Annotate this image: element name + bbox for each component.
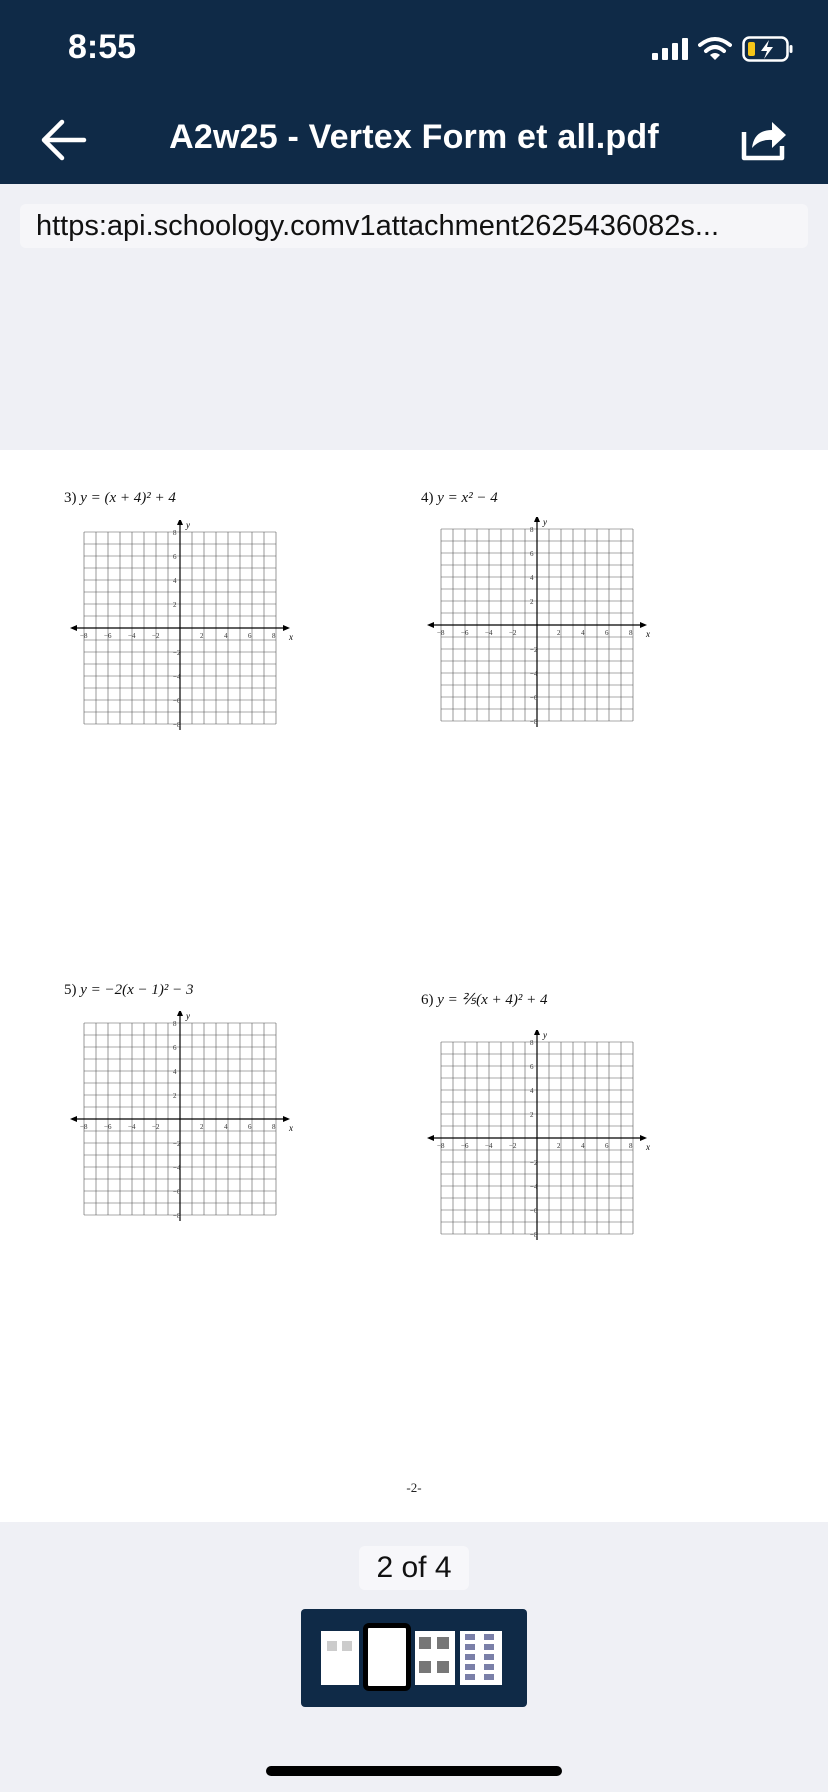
problem-3 [64, 490, 176, 507]
page-thumbnail-3[interactable] [415, 1631, 455, 1685]
x-arrow [427, 1135, 434, 1141]
x-tick-label: −6 [461, 1142, 469, 1150]
coordinate-grid-4 [425, 517, 661, 727]
status-bar [0, 0, 828, 96]
x-tick-label: −2 [152, 632, 160, 640]
y-tick-label: −4 [530, 670, 538, 678]
problem-equation: y = −2(x − 1)² − 3 [80, 982, 194, 998]
y-tick-label: 4 [530, 574, 534, 582]
page-thumbnail-1[interactable] [321, 1631, 359, 1685]
x-axis-label: x [289, 632, 293, 642]
y-tick-label: −2 [530, 1159, 538, 1167]
y-axis-label: y [186, 1011, 190, 1021]
problem-number: 5) [64, 982, 77, 998]
x-arrow [283, 1116, 290, 1122]
x-tick-label: 8 [629, 629, 633, 637]
x-tick-label: −4 [485, 1142, 493, 1150]
x-tick-label: −2 [152, 1123, 160, 1131]
page-thumbnail-2-selected[interactable] [363, 1623, 411, 1691]
x-tick-label: 4 [581, 1142, 585, 1150]
pdf-page[interactable] [0, 450, 828, 1522]
problem-number: 6) [421, 992, 434, 1008]
x-tick-label: 4 [581, 629, 585, 637]
problem-number: 4) [421, 490, 434, 506]
x-tick-label: −6 [104, 1123, 112, 1131]
battery-charging-icon [742, 36, 794, 62]
x-tick-label: 8 [272, 1123, 276, 1131]
y-tick-label: −2 [530, 646, 538, 654]
y-tick-label: 8 [530, 1039, 534, 1047]
y-tick-label: 2 [173, 601, 177, 609]
coordinate-grid-6 [425, 1030, 661, 1240]
problem-equation: y = x² − 4 [437, 490, 498, 506]
x-tick-label: 4 [224, 632, 228, 640]
x-tick-label: −8 [437, 629, 445, 637]
x-tick-label: −6 [104, 632, 112, 640]
x-tick-label: −4 [485, 629, 493, 637]
y-tick-label: 8 [173, 1020, 177, 1028]
y-tick-label: 2 [530, 1111, 534, 1119]
problem-4 [421, 490, 498, 507]
wifi-icon [698, 36, 732, 62]
x-tick-label: 8 [272, 632, 276, 640]
y-tick-label: −2 [173, 1140, 181, 1148]
y-tick-label: −8 [530, 718, 538, 726]
x-tick-label: −2 [509, 1142, 517, 1150]
x-tick-label: −6 [461, 629, 469, 637]
signal-icon [652, 38, 690, 60]
y-tick-label: −6 [530, 694, 538, 702]
problem-6 [421, 990, 547, 1009]
y-tick-label: 6 [530, 1063, 534, 1071]
x-tick-label: −2 [509, 629, 517, 637]
page-indicator: 2 of 4 [359, 1546, 469, 1590]
y-tick-label: 2 [530, 598, 534, 606]
y-tick-label: 6 [530, 550, 534, 558]
y-tick-label: −4 [173, 673, 181, 681]
share-button[interactable] [738, 114, 790, 164]
status-time: 8:55 [68, 28, 137, 66]
navigation-bar [0, 96, 828, 184]
x-arrow [640, 622, 647, 628]
y-arrow [534, 517, 540, 522]
x-tick-label: 6 [605, 629, 609, 637]
y-arrow [534, 1030, 540, 1035]
x-tick-label: 4 [224, 1123, 228, 1131]
share-icon [738, 114, 790, 164]
problem-equation: y = (x + 4)² + 4 [80, 490, 176, 506]
y-tick-label: −6 [530, 1207, 538, 1215]
x-tick-label: 2 [557, 1142, 561, 1150]
y-tick-label: 2 [173, 1092, 177, 1100]
x-tick-label: −4 [128, 1123, 136, 1131]
y-tick-label: −4 [530, 1183, 538, 1191]
coordinate-grid-3 [68, 520, 304, 730]
x-arrow [70, 625, 77, 631]
page-thumbnail-strip [301, 1609, 527, 1707]
home-indicator [266, 1766, 562, 1776]
y-tick-label: −6 [173, 1188, 181, 1196]
y-tick-label: 6 [173, 553, 177, 561]
x-arrow [283, 625, 290, 631]
y-tick-label: 8 [173, 529, 177, 537]
y-tick-label: 8 [530, 526, 534, 534]
x-axis-label: x [289, 1123, 293, 1133]
y-arrow [177, 1011, 183, 1016]
x-tick-label: 8 [629, 1142, 633, 1150]
y-arrow [177, 520, 183, 525]
x-axis-label: x [646, 629, 650, 639]
document-title: A2w25 - Vertex Form et all.pdf [169, 118, 659, 156]
problem-equation: y = ⅖(x + 4)² + 4 [437, 992, 548, 1008]
x-axis-label: x [646, 1142, 650, 1152]
x-tick-label: 2 [557, 629, 561, 637]
x-arrow [640, 1135, 647, 1141]
x-tick-label: 6 [248, 1123, 252, 1131]
y-axis-label: y [186, 520, 190, 530]
x-tick-label: 6 [248, 632, 252, 640]
x-arrow [70, 1116, 77, 1122]
y-tick-label: 4 [530, 1087, 534, 1095]
y-tick-label: −6 [173, 697, 181, 705]
x-tick-label: −4 [128, 632, 136, 640]
y-tick-label: −8 [173, 721, 181, 729]
y-tick-label: 4 [173, 577, 177, 585]
y-axis-label: y [543, 517, 547, 527]
y-tick-label: −8 [173, 1212, 181, 1220]
y-tick-label: −4 [173, 1164, 181, 1172]
y-tick-label: 4 [173, 1068, 177, 1076]
y-tick-label: −2 [173, 649, 181, 657]
document-url: https:api.schoology.comv1attachment2625436082s... [20, 204, 808, 248]
x-tick-label: −8 [80, 632, 88, 640]
y-axis-label: y [543, 1030, 547, 1040]
x-tick-label: −8 [80, 1123, 88, 1131]
problem-number: 3) [64, 490, 77, 506]
x-tick-label: 6 [605, 1142, 609, 1150]
page-footer-number: -2- [406, 1480, 422, 1495]
y-tick-label: 6 [173, 1044, 177, 1052]
x-arrow [427, 622, 434, 628]
x-tick-label: −8 [437, 1142, 445, 1150]
x-tick-label: 2 [200, 1123, 204, 1131]
page-thumbnail-4[interactable] [460, 1631, 502, 1685]
coordinate-grid-5 [68, 1011, 304, 1221]
y-tick-label: −8 [530, 1231, 538, 1239]
problem-5 [64, 982, 194, 999]
x-tick-label: 2 [200, 632, 204, 640]
